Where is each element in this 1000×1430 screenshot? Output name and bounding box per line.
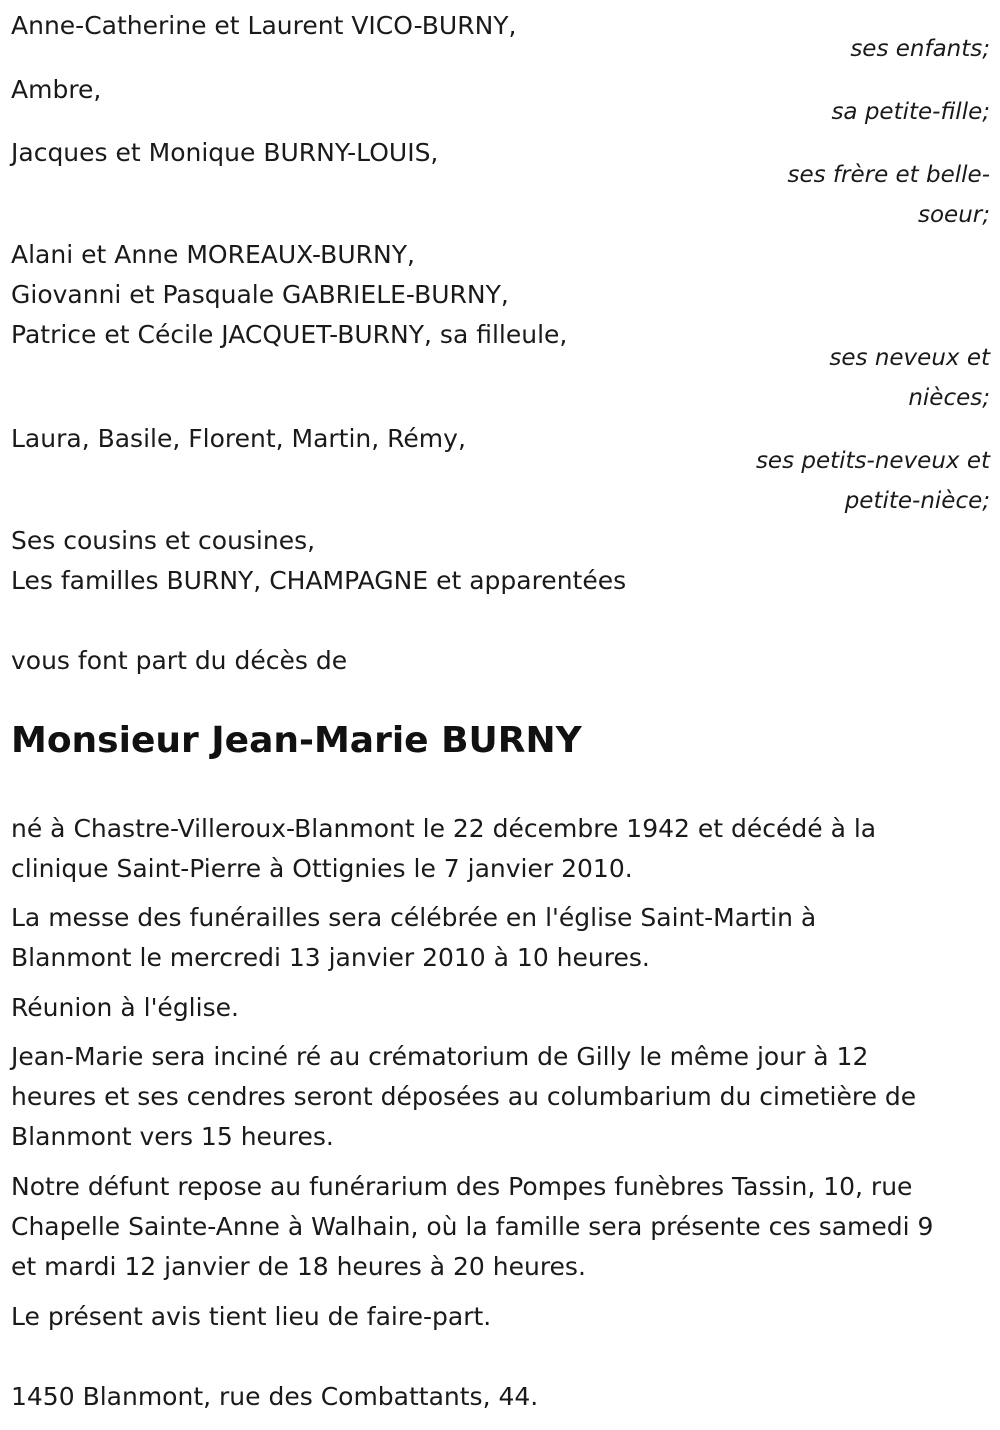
- birth-death-line: né à Chastre-Villeroux-Blanmont le 22 décembre 1942 et décédé à la: [11, 814, 877, 843]
- children-role: ses enfants;: [850, 36, 990, 62]
- cremation-line: Jean-Marie sera inciné ré au crématorium de Gilly le même jour à 12: [11, 1042, 869, 1071]
- mass-line: La messe des funérailles sera célébrée en l'église Saint-Martin à: [11, 903, 817, 932]
- cremation-line: Blanmont vers 15 heures.: [11, 1122, 334, 1151]
- birth-death-line: clinique Saint-Pierre à Ottignies le 7 janvier 2010.: [11, 854, 633, 883]
- visitation-line: et mardi 12 janvier de 18 heures à 20 heures.: [11, 1252, 586, 1281]
- families-line: Les familles BURNY, CHAMPAGNE et apparentées: [11, 566, 627, 595]
- children-names: Anne-Catherine et Laurent VICO-BURNY,: [11, 11, 517, 40]
- visitation-line: Chapelle Sainte-Anne à Walhain, où la famille sera présente ces samedi 9: [11, 1212, 934, 1241]
- grandnephews-role-line1: ses petits-neveux et: [755, 448, 990, 474]
- meeting-line: Réunion à l'église.: [11, 993, 239, 1022]
- nephew-line: Patrice et Cécile JACQUET-BURNY, sa filleule,: [11, 320, 568, 349]
- siblings-role-line1: ses frère et belle-: [787, 162, 990, 188]
- notice-line: Le présent avis tient lieu de faire-part.: [11, 1302, 492, 1331]
- grandnephews-role-line2: petite-nièce;: [844, 488, 990, 514]
- nephews-role-line2: nièces;: [908, 385, 990, 411]
- siblings-names: Jacques et Monique BURNY-LOUIS,: [11, 138, 439, 167]
- grandnephews-names: Laura, Basile, Florent, Martin, Rémy,: [11, 424, 466, 453]
- nephew-line: Alani et Anne MOREAUX-BURNY,: [11, 240, 415, 269]
- mass-line: Blanmont le mercredi 13 janvier 2010 à 10 heures.: [11, 943, 650, 972]
- announcement: vous font part du décès de: [11, 646, 348, 675]
- deceased-name: Monsieur Jean-Marie BURNY: [11, 720, 582, 761]
- nephews-role-line1: ses neveux et: [829, 345, 990, 371]
- cousins-line: Ses cousins et cousines,: [11, 526, 316, 555]
- granddaughter-role: sa petite-fille;: [831, 99, 990, 125]
- address-line: 1450 Blanmont, rue des Combattants, 44.: [11, 1382, 539, 1411]
- cremation-line: heures et ses cendres seront déposées au columbarium du cimetière de: [11, 1082, 917, 1111]
- siblings-role-line2: soeur;: [918, 202, 990, 228]
- nephew-line: Giovanni et Pasquale GABRIELE-BURNY,: [11, 280, 509, 309]
- granddaughter-name: Ambre,: [11, 75, 102, 104]
- visitation-line: Notre défunt repose au funérarium des Pompes funèbres Tassin, 10, rue: [11, 1172, 913, 1201]
